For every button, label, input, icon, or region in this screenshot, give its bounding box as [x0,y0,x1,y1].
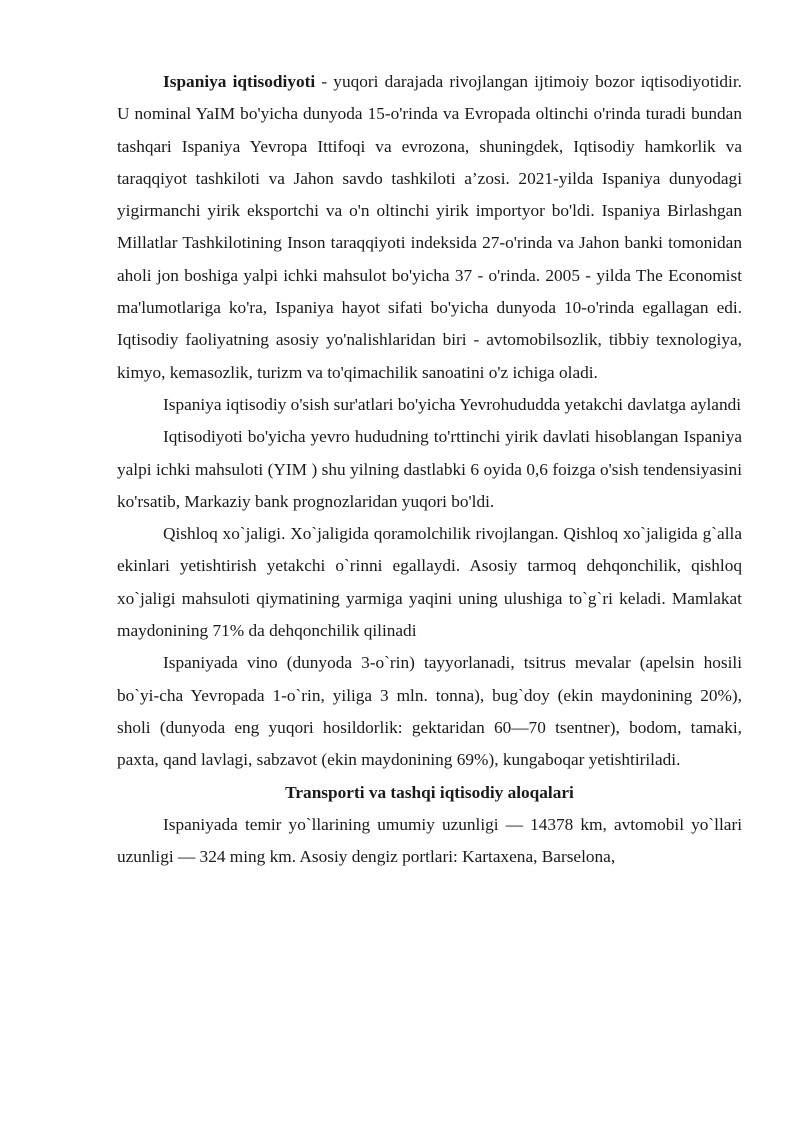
paragraph-growth-leader: Ispaniya iqtisodiy o'sish sur'atlari bo'yicha Yevrohududda yetakchi davlatga aylandi [163,394,742,414]
paragraph-agriculture: Qishloq xo`jaligi. Xo`jaligida qoramolchilik rivojlangan. Qishloq xo`jaligida g`alla ekinlari yetishtirish yetakchi o`rinni egallaydi. Asosiy tarmoq dehqonchilik, qishloq xo`jaligi mahsuloti qiymatining yarmiga yaqini uning ulushiga to`g`ri keladi. Mamlakat maydonining 71% da dehqonchilik qilinadi [117,524,742,641]
document-page [117,66,742,873]
paragraph-gdp-growth: Iqtisodiyoti bo'yicha yevro hududning to'rttinchi yirik davlati hisoblangan Ispaniya yalpi ichki mahsuloti (YIM ) shu yilning dastlabki 6 oyida 0,6 foizga o'sish tendensiyasini ko'rsatib, Markaziy bank prognozlaridan yuqori bo'ldi. [117,427,742,511]
paragraph-text: - yuqori darajada rivojlangan ijtimoiy bozor iqtisodiyotidir. U nominal YaIM bo'yicha dunyoda 15-o'rinda va Evropada oltinchi o'rinda turadi bundan tashqari Ispaniya Yevropa Ittifoqi va evrozona, shuningdek, Iqtisodiy hamkorlik va taraqqiyot tashkiloti va Jahon savdo tashkiloti a’zosi. 2021-yilda Ispaniya dunyodagi yigirmanchi yirik eksportchi va o'n oltinchi yirik importyor bo'ldi. Ispaniya Birlashgan Millatlar Tashkilotining Inson taraqqiyoti indeksida 27-o'rinda va Jahon banki tomonidan aholi jon boshiga yalpi ichki mahsulot bo'yicha 37 - o'rinda. 2005 - yilda The Economist ma'lumotlariga ko'ra, Ispaniya hayot sifati bo'yicha dunyoda 10-o'rinda egallagan edi. Iqtisodiy faoliyatning asosiy yo'nalishlaridan biri - avtomobilsozlik, tibbiy texnologiya, kimyo, kemasozlik, turizm va to'qimachilik sanoatini o'z ichiga oladi. [117,72,742,382]
paragraph-economy-overview [117,66,742,389]
paragraph-transport: Ispaniyada temir yo`llarining umumiy uzunligi — 14378 km, avtomobil yo`llari uzunligi — 324 ming km. Asosiy dengiz portlari: Kartaxena, Barselona, [117,814,742,867]
paragraph-lead-term: Ispaniya iqtisodiyoti [163,72,316,91]
paragraph-crops: Ispaniyada vino (dunyoda 3-o`rin) tayyorlanadi, tsitrus mevalar (apelsin hosili bo`yi-cha Yevropada 1-o`rin, yiliga 3 mln. tonna), bug`doy (ekin maydonining 20%), sholi (dunyoda eng yuqori hosildorlik: gektaridan 60—70 tsentner), bodom, tamaki, paxta, qand lavlagi, sabzavot (ekin maydonining 69%), kungaboqar yetishtiriladi. [117,653,742,770]
section-heading: Transporti va tashqi iqtisodiy aloqalari [285,782,574,802]
